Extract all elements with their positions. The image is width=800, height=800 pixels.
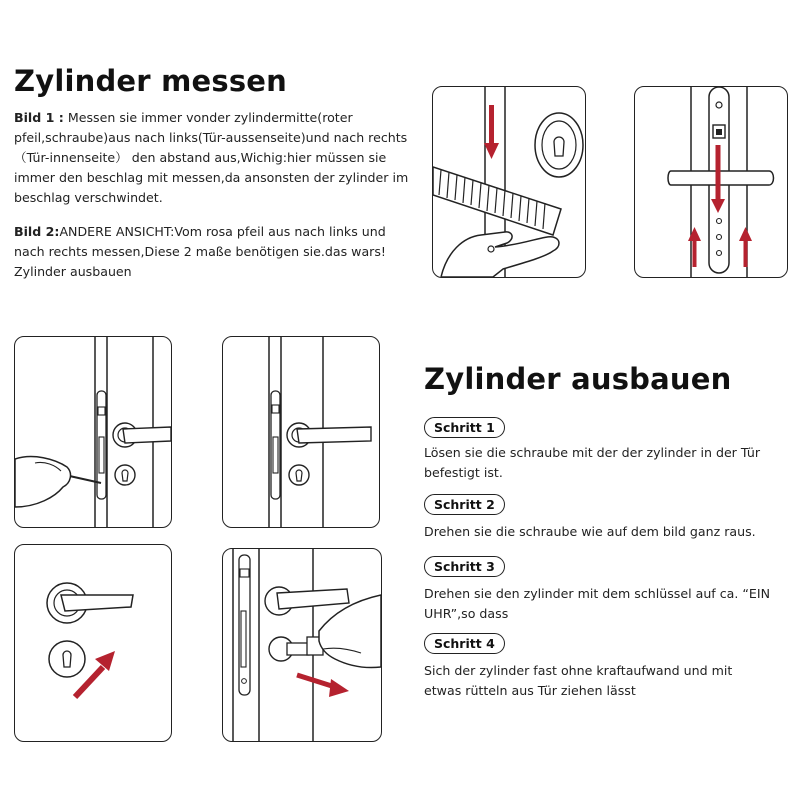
bild2-paragraph	[14, 222, 409, 282]
cylinder-icon	[287, 643, 309, 655]
step-3-badge: Schritt 3	[424, 556, 505, 577]
red-arrow-up-right-icon	[739, 227, 752, 267]
step-4	[424, 633, 505, 654]
bild1-text: Messen sie immer vonder zylindermitte(roter pfeil,schraube)aus nach links(Tür-aussenseite)und nach rechts （Tür-innenseite） den abstand aus,Wichig:hier müssen sie immer den beschlag mit messen,da ansonsten der zylinder im beschlag verschwindet.	[14, 110, 409, 205]
red-arrow-right-icon	[297, 675, 349, 697]
measuring-tape-icon	[433, 167, 561, 235]
bild2-text: ANDERE ANSICHT:Vom rosa pfeil aus nach links und nach rechts messen,Diese 2 maße benötigen sie.das wars! Zylinder ausbauen	[14, 224, 386, 279]
bild2-label: Bild 2:	[14, 224, 60, 239]
escutcheon-icon	[115, 465, 135, 485]
step-1	[424, 417, 505, 438]
door-handle-icon	[668, 171, 774, 185]
red-arrow-up-left-icon	[688, 227, 701, 267]
hand-icon	[15, 457, 70, 507]
step-3	[424, 556, 505, 577]
step2-illustration	[222, 336, 380, 528]
section2-title: Zylinder ausbauen	[424, 362, 732, 396]
door-handle-icon	[297, 427, 371, 443]
bild2-illustration	[634, 86, 788, 278]
step-3-text: Drehen sie den zylinder mit dem schlüssel auf ca. “EIN UHR”,so dass	[424, 586, 771, 621]
escutcheon-icon	[49, 641, 85, 677]
door-handle-icon	[277, 589, 349, 609]
bild1-paragraph	[14, 108, 409, 208]
step-4-badge: Schritt 4	[424, 633, 505, 654]
section1-title: Zylinder messen	[14, 64, 288, 98]
hand-icon	[441, 232, 559, 277]
step3-illustration	[14, 544, 172, 742]
step4-illustration	[222, 548, 382, 742]
bild1-illustration	[432, 86, 586, 278]
door-handle-icon	[61, 595, 133, 611]
step-2	[424, 494, 505, 515]
red-arrow-down-icon	[484, 105, 499, 159]
escutcheon-icon	[289, 465, 309, 485]
step-2-text: Drehen sie die schraube wie auf dem bild ganz raus.	[424, 524, 756, 539]
step-2-badge: Schritt 2	[424, 494, 505, 515]
bild1-label: Bild 1 :	[14, 110, 64, 125]
step-1-badge: Schritt 1	[424, 417, 505, 438]
step-4-text: Sich der zylinder fast ohne kraftaufwand und mit etwas rütteln aus Tür ziehen lässt	[424, 663, 733, 698]
hand-icon	[319, 595, 381, 668]
step1-illustration	[14, 336, 172, 528]
door-handle-icon	[123, 427, 171, 443]
step-1-text: Lösen sie die schraube mit der der zylinder in der Tür befestigt ist.	[424, 445, 760, 480]
